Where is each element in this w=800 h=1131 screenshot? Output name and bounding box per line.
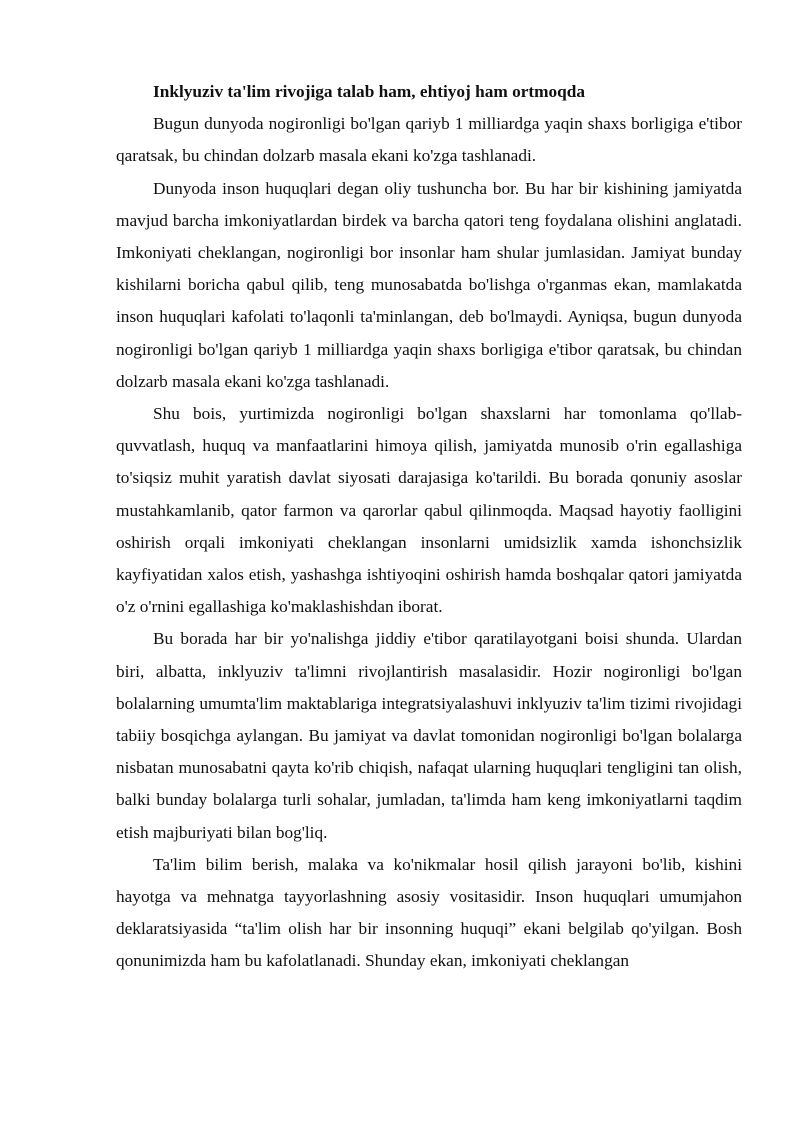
paragraph-1: Bugun dunyoda nogironligi bo'lgan qariyb 1 milliardga yaqin shaxs borligiga e'tibor qaratsak, bu chindan dolzarb masala ekani ko'zga tashlanadi. xyxy=(116,114,742,166)
paragraph-2: Dunyoda inson huquqlari degan oliy tushuncha bor. Bu har bir kishining jamiyatda mavjud barcha imkoniyatlardan birdek va barcha qatori teng foydalana olishini anglatadi. Imkoniyati cheklangan, nogironligi bor insonlar ham shular jumlasidan. Jamiyat bunday kishilarni boricha qabul qilib, teng munosabatda bo'lishga o'rganmas ekan, mamlakatda inson huquqlari kafolati to'laqonli ta'minlangan, deb bo'lmaydi. Ayniqsa, bugun dunyoda nogironligi bo'lgan qariyb 1 milliardga yaqin shaxs borligiga e'tibor qaratsak, bu chindan dolzarb masala ekani ko'zga tashlanadi. xyxy=(116,178,742,391)
paragraph-5: Ta'lim bilim berish, malaka va ko'nikmalar hosil qilish jarayoni bo'lib, kishini hayotga va mehnatga tayyorlashning asosiy vositasidir. Inson huquqlari umumjahon deklaratsiyasida “ta'lim olish har bir insonning huquqi” ekani belgilab qo'yilgan. Bosh qonunimizda ham bu kafolatlanadi. Shunday ekan, imkoniyati cheklangan xyxy=(116,854,742,971)
paragraph-4: Bu borada har bir yo'nalishga jiddiy e'tibor qaratilayotgani boisi shunda. Ulardan biri, albatta, inklyuziv ta'limni rivojlantirish masalasidir. Hozir nogironligi bo'lgan bolalarning umumta'lim maktablariga integratsiyalashuvi inklyuziv ta'lim tizimi rivojidagi tabiiy bosqichga aylangan. Bu jamiyat va davlat tomonidan nogironligi bo'lgan bolalarga nisbatan munosabatni qayta ko'rib chiqish, nafaqat ularning huquqlari tengligini tan olish, balki bunday bolalarga turli sohalar, jumladan, ta'limda ham keng imkoniyatlarni taqdim etish majburiyati bilan bog'liq. xyxy=(116,629,742,842)
document-title: Inklyuziv ta'lim rivojiga talab ham, ehtiyoj ham ortmoqda xyxy=(153,82,586,101)
document-page xyxy=(116,76,742,978)
paragraph-3: Shu bois, yurtimizda nogironligi bo'lgan shaxslarni har tomonlama qo'llab-quvvatlash, huquq va manfaatlarini himoya qilish, jamiyatda munosib o'rin egallashiga to'siqsiz muhit yaratish davlat siyosati darajasiga ko'tarildi. Bu borada qonuniy asoslar mustahkamlanib, qator farmon va qarorlar qabul qilinmoqda. Maqsad hayotiy faolligini oshirish orqali imkoniyati cheklangan insonlarni umidsizlik xamda ishonchsizlik kayfiyatidan xalos etish, yashashga ishtiyoqini oshirish hamda boshqalar qatori jamiyatda o'z o'rnini egallashiga ko'maklashishdan iborat. xyxy=(116,404,742,617)
